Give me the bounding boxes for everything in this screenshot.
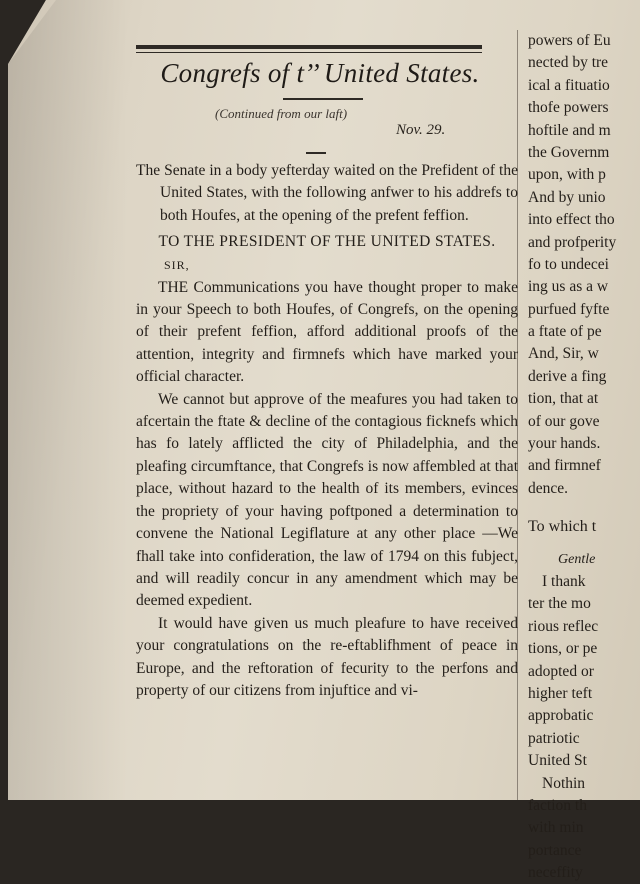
text-line: neceffity <box>528 864 583 882</box>
header-rule-thin <box>136 52 482 53</box>
text-line: thofe powers <box>528 99 609 117</box>
text-line: ing us as a w <box>528 278 609 296</box>
text-line: higher teft <box>528 684 593 702</box>
text-line: dence. <box>528 479 569 497</box>
text-line: portance <box>528 841 582 859</box>
right-column-top-text <box>528 30 640 500</box>
continued-note: (Continued from our laft) <box>215 106 348 121</box>
text-line: patriotic <box>528 729 580 747</box>
text-line: of our gove <box>528 412 600 430</box>
text-line: adopted or <box>528 662 594 680</box>
text-line: And, Sir, w <box>528 345 599 363</box>
text-line: United St <box>528 752 587 770</box>
text-line: derive a fing <box>528 367 607 385</box>
title-underline <box>283 98 363 100</box>
text-line: tions, or pe <box>528 640 598 658</box>
text-line: and firmnef <box>528 457 601 475</box>
text-line: I thank <box>542 573 586 591</box>
text-line: fo to undecei <box>528 255 609 273</box>
text-line: ter the mo <box>528 595 591 613</box>
reply-heading: To which t <box>528 518 597 536</box>
text-line: purfued fyfte <box>528 300 610 318</box>
salutation-gentlemen: Gentle <box>558 551 596 567</box>
intro-paragraph: The Senate in a body yefterday waited on the Prefident of the United States, with the following anfwer to his addrefs to both Houfes, at the opening of the prefent feffion. <box>136 162 518 224</box>
text-line: ical a fituatio <box>528 76 610 94</box>
salutation: SIR, <box>164 258 190 273</box>
text-line: upon, with p <box>528 166 606 184</box>
dateline: Nov. 29. <box>396 122 446 138</box>
text-line: your hands. <box>528 435 601 453</box>
text-line: Nothin <box>542 774 586 792</box>
text-line: the Governm <box>528 143 610 161</box>
text-line: nected by tre <box>528 54 609 72</box>
body-paragraph: THE Communications you have thought proper to make in your Speech to both Houfes, of Congrefs, on the opening of their prefent feffion, afford additional proofs of the attention, integrity and firmnefs which have marked your official character. <box>136 278 518 386</box>
right-column-bottom-text <box>528 571 640 884</box>
body-paragraph: We cannot but approve of the meafures you had taken to afcertain the ftate & decline of the contagious ficknefs which has fo lately afflicted the city of Philadelphia, and the pleafing circumftance, that Congrefs is now affembled at that place, without hazard to the health of its members, evinces the propriety of your having poftponed a determination to convene the National Legiflature at any other place —We fhall take into confideration, the law of 1794 on this fubject, and will readily concur in any amendment which may be deemed expedient. <box>136 390 518 610</box>
body-paragraph: It would have given us much pleafure to have received your congratulations on the re-eftablifhment of peace in Europe, and the reftoration of fecurity to the perfons and property of our citizens from injuftice and vi- <box>136 614 518 699</box>
text-line: hoftile and m <box>528 121 611 139</box>
article-title: Congrefs of t’’ United States. <box>160 58 480 88</box>
text-line: And by unio <box>528 188 606 206</box>
section-dash <box>306 152 326 154</box>
adjacent-column <box>528 30 640 884</box>
main-article-column <box>136 160 518 702</box>
text-line: and profperity <box>528 233 617 251</box>
text-line: powers of Eu <box>528 32 611 49</box>
addressee-heading: TO THE PRESIDENT OF THE UNITED STATES. <box>158 233 496 251</box>
text-line: rious reflec <box>528 617 599 635</box>
text-line: a ftate of pe <box>528 323 602 341</box>
text-line: into effect tho <box>528 211 615 229</box>
text-line: tion, that at <box>528 390 599 408</box>
text-line: approbatic <box>528 707 594 725</box>
header-rule-thick <box>136 45 482 49</box>
page-shadow <box>8 0 128 800</box>
text-line: faction th <box>528 796 587 814</box>
text-line: with min <box>528 819 584 837</box>
